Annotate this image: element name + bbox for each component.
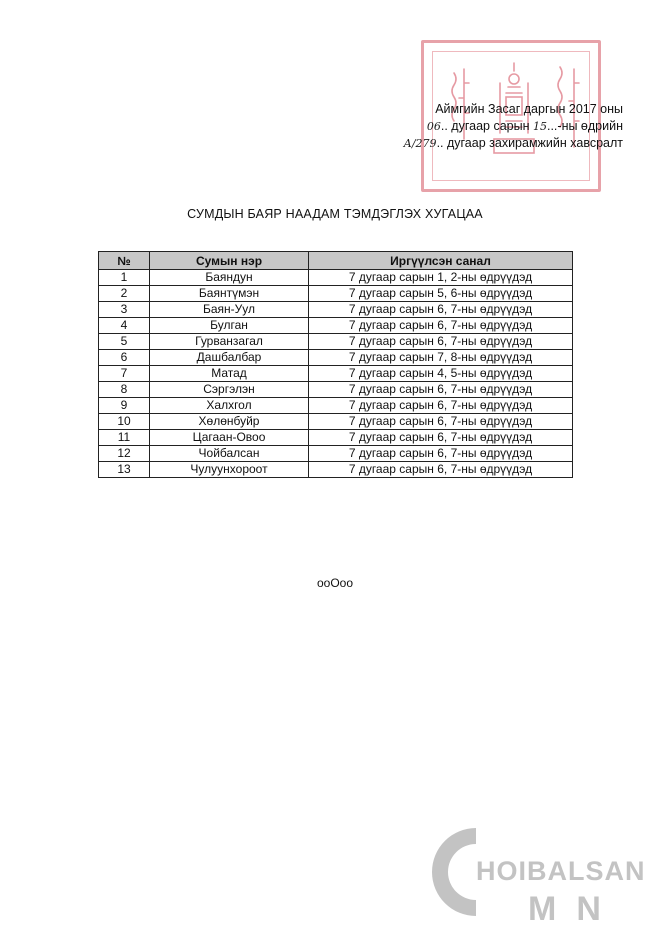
- handwritten-day: 15: [532, 119, 547, 133]
- cell-number: 8: [99, 382, 150, 398]
- cell-number: 9: [99, 398, 150, 414]
- cell-soum-name: Дашбалбар: [150, 350, 309, 366]
- cell-soum-name: Баян-Уул: [150, 302, 309, 318]
- cell-proposal: 7 дугаар сарын 7, 8-ны өдрүүдэд: [309, 350, 573, 366]
- cell-proposal: 7 дугаар сарын 5, 6-ны өдрүүдэд: [309, 286, 573, 302]
- column-header-soum-name: Сумын нэр: [150, 252, 309, 270]
- header-line-2: [404, 118, 623, 136]
- cell-proposal: 7 дугаар сарын 6, 7-ны өдрүүдэд: [309, 382, 573, 398]
- table-header-row: [99, 252, 573, 270]
- table-row: [99, 446, 573, 462]
- svg-text:MN: MN: [528, 890, 621, 926]
- handwritten-order-number: А/279: [403, 137, 437, 150]
- cell-soum-name: Халхгол: [150, 398, 309, 414]
- cell-soum-name: Баяндун: [150, 270, 309, 286]
- table-row: [99, 350, 573, 366]
- header-line-2-mid: .. дугаар сарын: [440, 118, 530, 133]
- cell-soum-name: Гурванзагал: [150, 334, 309, 350]
- cell-number: 12: [99, 446, 150, 462]
- column-header-number: №: [99, 252, 150, 270]
- cell-proposal: 7 дугаар сарын 6, 7-ны өдрүүдэд: [309, 334, 573, 350]
- table-row: [99, 302, 573, 318]
- cell-proposal: 7 дугаар сарын 1, 2-ны өдрүүдэд: [309, 270, 573, 286]
- cell-proposal: 7 дугаар сарын 6, 7-ны өдрүүдэд: [309, 462, 573, 478]
- cell-number: 2: [99, 286, 150, 302]
- cell-soum-name: Чойбалсан: [150, 446, 309, 462]
- cell-soum-name: Булган: [150, 318, 309, 334]
- cell-soum-name: Цагаан-Овоо: [150, 430, 309, 446]
- table-row: [99, 430, 573, 446]
- svg-text:HOIBALSAN: HOIBALSAN: [476, 856, 646, 886]
- cell-number: 7: [99, 366, 150, 382]
- header-line-1: Аймгийн Засаг даргын 2017 оны: [435, 102, 623, 116]
- table-row: [99, 398, 573, 414]
- cell-number: 1: [99, 270, 150, 286]
- cell-soum-name: Хөлөнбуйр: [150, 414, 309, 430]
- handwritten-month: 06: [426, 119, 441, 133]
- cell-proposal: 7 дугаар сарын 6, 7-ны өдрүүдэд: [309, 302, 573, 318]
- table-row: [99, 462, 573, 478]
- cell-number: 5: [99, 334, 150, 350]
- table-row: [99, 382, 573, 398]
- table-row: [99, 334, 573, 350]
- table-row: [99, 414, 573, 430]
- header-line-2-end: ...-ны өдрийн: [546, 118, 623, 133]
- cell-number: 4: [99, 318, 150, 334]
- document-end-mark: ooOoo: [316, 576, 354, 590]
- cell-proposal: 7 дугаар сарын 6, 7-ны өдрүүдэд: [309, 446, 573, 462]
- naadam-schedule-table: [98, 251, 573, 478]
- cell-proposal: 7 дугаар сарын 6, 7-ны өдрүүдэд: [309, 318, 573, 334]
- choibalsan-mn-watermark-logo: [418, 822, 666, 926]
- table-row: [99, 318, 573, 334]
- cell-proposal: 7 дугаар сарын 6, 7-ны өдрүүдэд: [309, 430, 573, 446]
- cell-number: 3: [99, 302, 150, 318]
- cell-soum-name: Сэргэлэн: [150, 382, 309, 398]
- column-header-proposal: Иргүүлсэн санал: [309, 252, 573, 270]
- table-row: [99, 286, 573, 302]
- approval-header: [404, 101, 623, 153]
- table-row: [99, 366, 573, 382]
- cell-number: 10: [99, 414, 150, 430]
- cell-number: 13: [99, 462, 150, 478]
- cell-proposal: 7 дугаар сарын 6, 7-ны өдрүүдэд: [309, 398, 573, 414]
- cell-soum-name: Чулуунхороот: [150, 462, 309, 478]
- cell-number: 11: [99, 430, 150, 446]
- header-line-3-end: .. дугаар захирамжийн хавсралт: [436, 136, 623, 150]
- cell-proposal: 7 дугаар сарын 6, 7-ны өдрүүдэд: [309, 414, 573, 430]
- cell-number: 6: [99, 350, 150, 366]
- header-line-3: [404, 135, 623, 153]
- document-title: СУМДЫН БАЯР НААДАМ ТЭМДЭГЛЭХ ХУГАЦАА: [187, 207, 483, 221]
- cell-soum-name: Баянтүмэн: [150, 286, 309, 302]
- cell-proposal: 7 дугаар сарын 4, 5-ны өдрүүдэд: [309, 366, 573, 382]
- table-row: [99, 270, 573, 286]
- cell-soum-name: Матад: [150, 366, 309, 382]
